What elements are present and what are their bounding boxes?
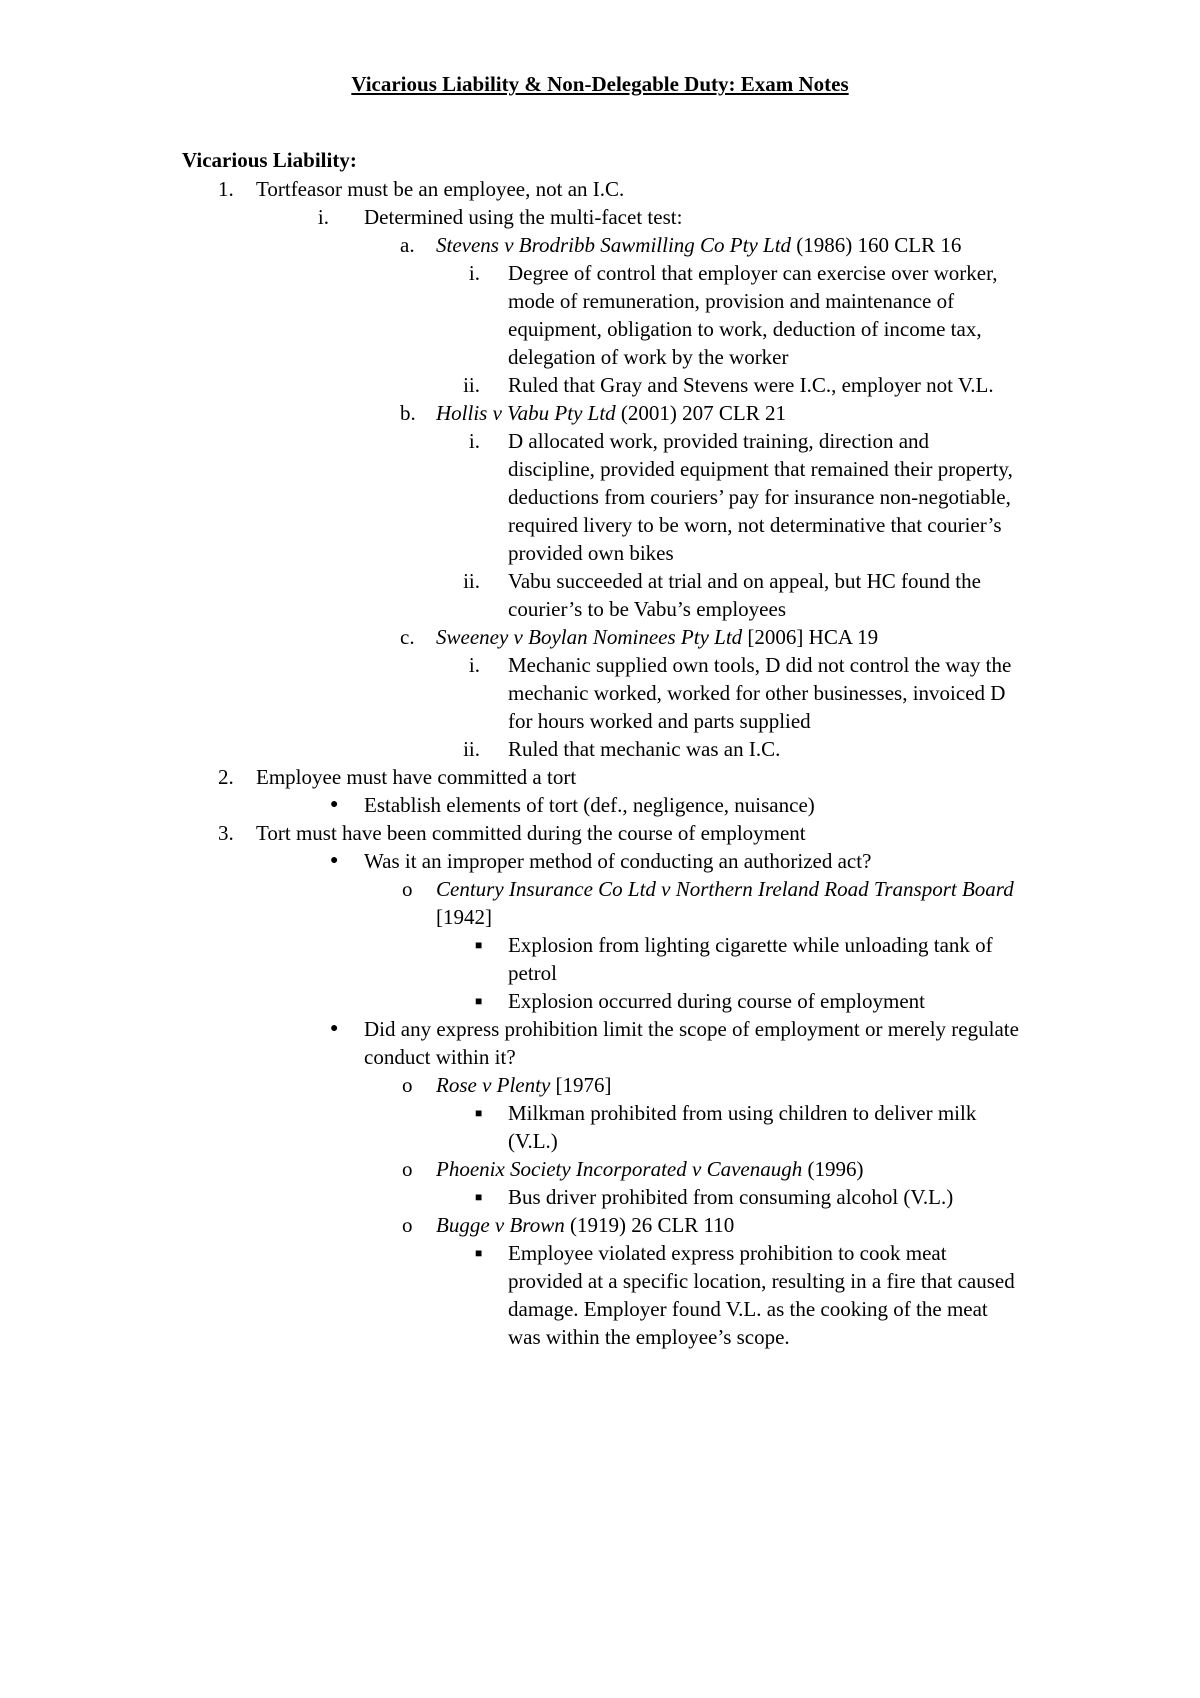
list-item (0, 371, 1200, 399)
list-item-text: Vabu succeeded at trial and on appeal, but HC found the courier’s to be Vabu’s employees (508, 569, 981, 621)
list-item (0, 1183, 1200, 1211)
list-marker: i. (468, 429, 480, 453)
list-item (0, 1099, 1200, 1155)
list-item (0, 791, 1200, 819)
list-marker: c. (400, 625, 415, 649)
case-name: Sweeney v Boylan Nominees Pty Ltd (436, 625, 743, 649)
square-bullet-icon: ■ (475, 1190, 483, 1204)
list-item-text: Mechanic supplied own tools, D did not control the way the mechanic worked, worked for other businesses, invoiced D for hours worked and parts supplied (508, 653, 1012, 733)
notes-list (0, 175, 1200, 1351)
case-citation (436, 1071, 1020, 1099)
case-name: Rose v Plenty (436, 1073, 551, 1097)
case-citation (436, 1155, 1020, 1183)
bullet-icon: ● (330, 797, 339, 812)
list-item-text: Was it an improper method of conducting an authorized act? (364, 849, 872, 873)
list-item-text: Milkman prohibited from using children to deliver milk (V.L.) (508, 1101, 977, 1153)
case-citation (436, 1211, 1020, 1239)
case-citation (436, 399, 1020, 427)
square-bullet-icon: ■ (475, 1106, 483, 1120)
list-item-text: Degree of control that employer can exercise over worker, mode of remuneration, provision and maintenance of equipment, obligation to work, deduction of income tax, delegation of work by the worker (508, 261, 998, 369)
list-marker: o (402, 1213, 413, 1237)
case-cite: (1919) 26 CLR 110 (564, 1213, 735, 1237)
list-item (0, 567, 1200, 623)
document-title: Vicarious Liability & Non-Delegable Duty: Exam Notes (351, 72, 849, 96)
list-item (0, 259, 1200, 371)
list-marker: i. (317, 205, 329, 229)
list-item-text: Ruled that Gray and Stevens were I.C., employer not V.L. (508, 373, 994, 397)
list-item (0, 1211, 1200, 1239)
list-marker: ii. (463, 373, 480, 397)
list-item (0, 1239, 1200, 1351)
list-marker: o (402, 877, 413, 901)
list-item (0, 763, 1200, 791)
list-item (0, 175, 1200, 203)
list-item (0, 427, 1200, 567)
list-item (0, 1015, 1200, 1071)
list-item-text: Determined using the multi-facet test: (364, 205, 683, 229)
list-item (0, 623, 1200, 651)
list-item (0, 651, 1200, 735)
case-cite: (2001) 207 CLR 21 (615, 401, 786, 425)
list-marker: ii. (463, 569, 480, 593)
case-name: Century Insurance Co Ltd v Northern Ireland Road Transport Board (436, 877, 1014, 901)
list-item-text: D allocated work, provided training, direction and discipline, provided equipment that remained their property, deductions from couriers’ pay for insurance non-negotiable, required livery to be worn, not determinative that courier’s provided own bikes (508, 429, 1013, 565)
list-item-text: Tort must have been committed during the course of employment (256, 821, 806, 845)
list-marker: 2. (218, 765, 234, 789)
case-cite: [1942] (436, 905, 492, 929)
list-item (0, 203, 1200, 231)
list-item (0, 819, 1200, 847)
bullet-icon: ● (330, 853, 339, 868)
case-name: Stevens v Brodribb Sawmilling Co Pty Ltd (436, 233, 792, 257)
list-item-text: Did any express prohibition limit the scope of employment or merely regulate conduct within it? (364, 1017, 1019, 1069)
list-marker: a. (400, 233, 415, 257)
list-item-text: Employee must have committed a tort (256, 765, 577, 789)
square-bullet-icon: ■ (475, 1246, 483, 1260)
list-item (0, 987, 1200, 1015)
case-name: Bugge v Brown (436, 1213, 565, 1237)
case-cite: (1986) 160 CLR 16 (791, 233, 962, 257)
case-citation (436, 231, 1020, 259)
list-item-text: Establish elements of tort (def., negligence, nuisance) (364, 793, 815, 817)
list-marker: i. (468, 653, 480, 677)
list-item (0, 399, 1200, 427)
list-marker: ii. (463, 737, 480, 761)
list-item-text: Ruled that mechanic was an I.C. (508, 737, 781, 761)
case-cite: [1976] (550, 1073, 612, 1097)
list-item-text: Bus driver prohibited from consuming alcohol (V.L.) (508, 1185, 954, 1209)
list-item (0, 231, 1200, 259)
square-bullet-icon: ■ (475, 938, 483, 952)
case-citation (436, 623, 1020, 651)
list-item-text: Employee violated express prohibition to cook meat provided at a specific location, resulting in a fire that caused damage. Employer found V.L. as the cooking of the meat was within the employee’s scope. (508, 1241, 1015, 1349)
list-marker: o (402, 1073, 413, 1097)
section-heading: Vicarious Liability: (182, 148, 357, 172)
list-item (0, 1071, 1200, 1099)
list-item (0, 847, 1200, 875)
list-item-text: Explosion from lighting cigarette while unloading tank of petrol (508, 933, 993, 985)
list-item-text: Explosion occurred during course of employment (508, 989, 925, 1013)
case-cite: (1996) (802, 1157, 864, 1181)
case-name: Hollis v Vabu Pty Ltd (436, 401, 616, 425)
list-item-text: Tortfeasor must be an employee, not an I.C. (256, 177, 625, 201)
bullet-icon: ● (330, 1021, 339, 1036)
list-marker: 1. (218, 177, 234, 201)
list-marker: i. (468, 261, 480, 285)
list-item (0, 931, 1200, 987)
square-bullet-icon: ■ (475, 994, 483, 1008)
list-item (0, 1155, 1200, 1183)
list-item (0, 735, 1200, 763)
list-item (0, 875, 1200, 931)
list-marker: o (402, 1157, 413, 1181)
case-citation (436, 875, 1020, 931)
case-name: Phoenix Society Incorporated v Cavenaugh (436, 1157, 803, 1181)
list-marker: 3. (218, 821, 234, 845)
case-cite: [2006] HCA 19 (742, 625, 879, 649)
list-marker: b. (400, 401, 416, 425)
